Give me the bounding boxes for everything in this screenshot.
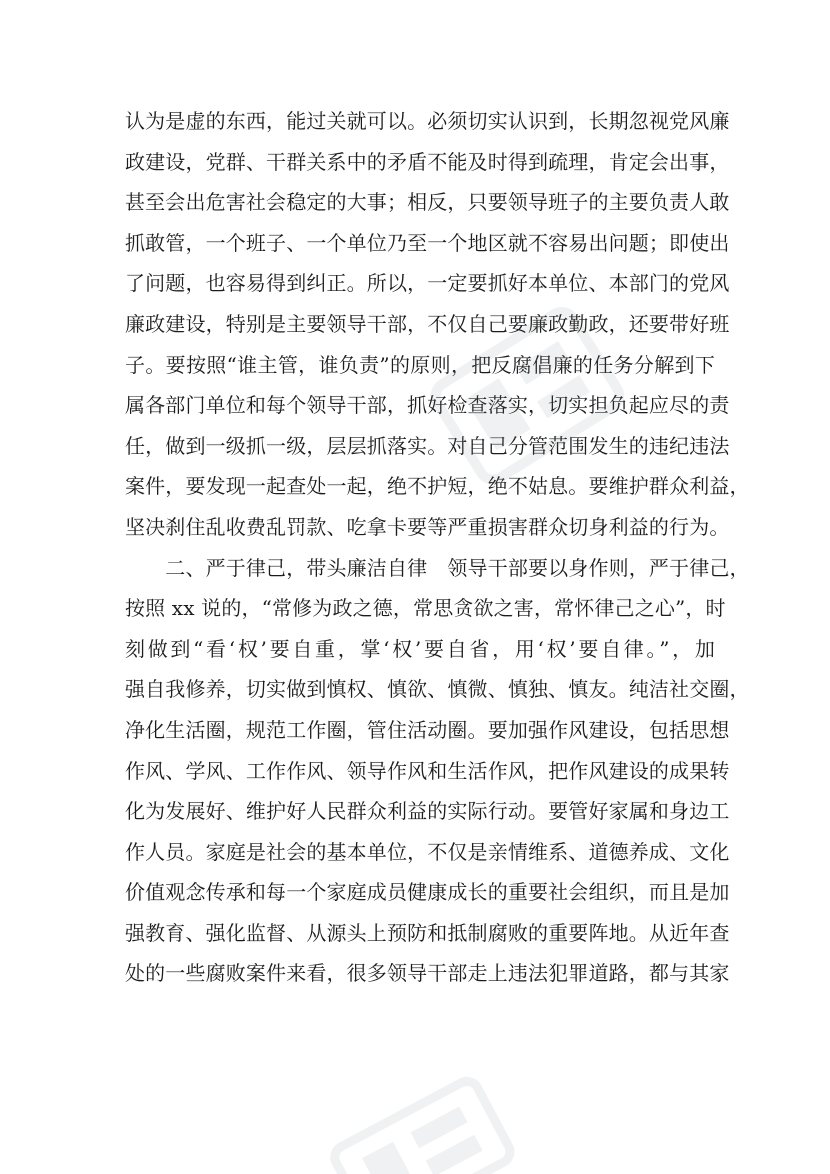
watermark-logo-icon	[312, 1055, 527, 1174]
text-line: 净化生活圈，规范工作圈，管住活动圈。要加强作风建设，包括思想	[125, 717, 730, 742]
text-line: 坚决刹住乱收费乱罚款、吃拿卡要等严重损害群众切身利益的行为。	[125, 514, 730, 539]
text-line: 廉政建设，特别是主要领导干部，不仅自己要廉政勤政，还要带好班	[125, 311, 730, 336]
text-line: 价值观念传承和每一个家庭成员健康成长的重要社会组织，而且是加	[125, 880, 730, 905]
text-line: 抓敢管，一个班子、一个单位乃至一个地区就不容易出问题；即使出	[125, 230, 730, 255]
text-line: 任，做到一级抓一级，层层抓落实。对自己分管范围发生的违纪违法	[125, 433, 730, 458]
text-line: 化为发展好、维护好人民群众利益的实际行动。要管好家属和身边工	[125, 799, 730, 824]
text-line: 甚至会出危害社会稳定的大事；相反，只要领导班子的主要负责人敢	[125, 190, 730, 215]
paragraph-1	[125, 101, 750, 548]
text-line: 按照 xx 说的，“常修为政之德，常思贪欲之害，常怀律己之心”，时	[125, 596, 726, 621]
text-line: 二、严于律己，带头廉洁自律 领导干部要以身作则，严于律己，	[125, 555, 750, 580]
paragraph-2	[125, 548, 750, 995]
text-line: 政建设，党群、干群关系中的矛盾不能及时得到疏理，肯定会出事，	[125, 149, 730, 174]
text-line: 强教育、强化监督、从源头上预防和抵制腐败的重要阵地。从近年查	[125, 920, 730, 945]
text-line: 强自我修养，切实做到慎权、慎欲、慎微、慎独、慎友。纯洁社交圈，	[125, 677, 750, 702]
text-line: 案件，要发现一起查处一起，绝不护短，绝不姑息。要维护群众利益，	[125, 474, 750, 499]
text-line: 作风、学风、工作作风、领导作风和生活作风，把作风建设的成果转	[125, 758, 730, 783]
text-line: 子。要按照“谁主管，谁负责”的原则，把反腐倡廉的任务分解到下	[125, 352, 715, 377]
text-line: 处的一些腐败案件来看，很多领导干部走上违法犯罪道路，都与其家	[125, 961, 730, 986]
text-line: 认为是虚的东西，能过关就可以。必须切实认识到，长期忽视党风廉	[125, 109, 730, 133]
text-line: 了问题，也容易得到纠正。所以，一定要抓好本单位、本部门的党风	[125, 271, 730, 296]
text-line: 作人员。家庭是社会的基本单位，不仅是亲情维系、道德养成、文化	[125, 839, 730, 864]
text-line: 刻做到“看‘权’要自重，掌‘权’要自省，用‘权’要自律。”，加	[125, 636, 715, 661]
text-line: 属各部门单位和每个领导干部，抓好检查落实，切实担负起应尽的责	[125, 393, 730, 418]
document-body	[125, 101, 750, 994]
